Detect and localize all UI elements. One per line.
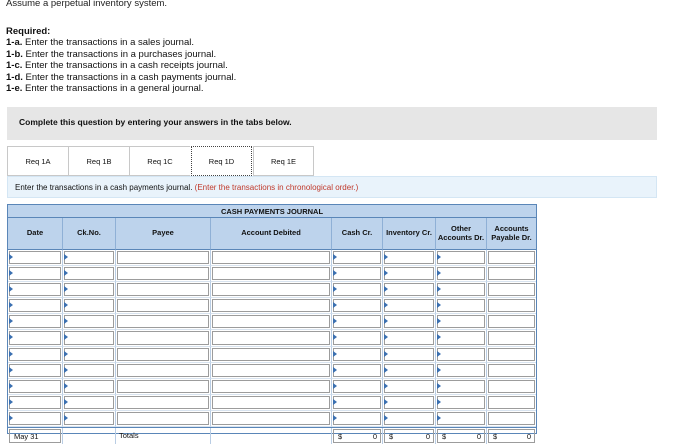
table-cell: [8, 395, 63, 411]
cash-cr-input[interactable]: [333, 348, 381, 361]
accounts-payable-dr-input[interactable]: [488, 331, 535, 344]
row-marker-icon: [333, 415, 337, 421]
table-cell: [63, 298, 116, 314]
table-cell: [487, 395, 536, 411]
required-item: [6, 72, 236, 83]
payee-input[interactable]: [117, 348, 209, 361]
required-section: [6, 26, 236, 94]
table-cell: [383, 363, 436, 379]
account-debited-input[interactable]: [212, 380, 330, 393]
date-input[interactable]: [9, 283, 61, 296]
tab-req-1c[interactable]: Req 1C: [129, 146, 190, 176]
row-marker-icon: [64, 334, 68, 340]
row-marker-icon: [437, 415, 441, 421]
inventory-cr-input[interactable]: [384, 299, 434, 312]
column-header-date: Date: [8, 218, 63, 250]
table-cell: [63, 379, 116, 395]
row-marker-icon: [9, 351, 13, 357]
column-header-ck-no: Ck.No.: [63, 218, 116, 250]
required-item-code: 1-d.: [6, 71, 23, 83]
table-cell: [211, 298, 332, 314]
table-cell: [211, 347, 332, 363]
table-cell: [436, 330, 487, 346]
ck-no-input[interactable]: [64, 412, 114, 425]
inventory-cr-input[interactable]: [384, 412, 434, 425]
table-cell: [487, 250, 536, 266]
required-item-code: 1-c.: [6, 60, 23, 72]
totals-other-accounts-dr-value: 0: [476, 432, 481, 442]
cash-cr-input[interactable]: [333, 283, 381, 296]
table-cell: [116, 411, 211, 427]
row-marker-icon: [384, 270, 388, 276]
row-marker-icon: [64, 351, 68, 357]
table-cell: [63, 266, 116, 282]
accounts-payable-dr-input[interactable]: [488, 412, 535, 425]
row-marker-icon: [437, 399, 441, 405]
cash-cr-input[interactable]: [333, 364, 381, 377]
totals-ckno-cell: [63, 428, 116, 444]
row-marker-icon: [333, 254, 337, 260]
payee-input[interactable]: [117, 412, 209, 425]
totals-accounts-payable-dr-cell: [487, 428, 536, 444]
journal-title: CASH PAYMENTS JOURNAL: [8, 205, 536, 218]
row-marker-icon: [9, 270, 13, 276]
table-cell: [116, 379, 211, 395]
table-cell: [487, 266, 536, 282]
row-marker-icon: [9, 254, 13, 260]
table-cell: [8, 347, 63, 363]
row-marker-icon: [437, 254, 441, 260]
required-item: [6, 49, 236, 60]
row-marker-icon: [9, 334, 13, 340]
cash-cr-input[interactable]: [333, 315, 381, 328]
accounts-payable-dr-input[interactable]: [488, 380, 535, 393]
instruction-text: Enter the transactions in a cash payments journal.: [15, 183, 193, 192]
row-marker-icon: [333, 367, 337, 373]
table-cell: [332, 266, 383, 282]
table-cell: [332, 379, 383, 395]
table-cell: [383, 395, 436, 411]
table-cell: [487, 282, 536, 298]
payee-input[interactable]: [117, 267, 209, 280]
date-input[interactable]: [9, 412, 61, 425]
currency-symbol: $: [389, 432, 394, 442]
table-cell: [436, 363, 487, 379]
column-header-accounts-payable-dr: Accounts Payable Dr.: [487, 218, 536, 250]
table-cell: [116, 250, 211, 266]
table-cell: [332, 411, 383, 427]
date-input[interactable]: [9, 299, 61, 312]
cash-cr-input[interactable]: [333, 396, 381, 409]
other-accounts-dr-input[interactable]: [437, 331, 485, 344]
inventory-cr-input[interactable]: [384, 331, 434, 344]
table-cell: [211, 411, 332, 427]
row-marker-icon: [9, 383, 13, 389]
tab-req-1d[interactable]: Req 1D: [191, 146, 252, 176]
table-cell: [436, 314, 487, 330]
tab-req-1e[interactable]: Req 1E: [253, 146, 314, 176]
table-cell: [116, 314, 211, 330]
table-cell: [487, 330, 536, 346]
account-debited-input[interactable]: [212, 267, 330, 280]
tab-bar: [7, 146, 314, 176]
tab-req-1a[interactable]: Req 1A: [7, 146, 68, 176]
accounts-payable-dr-input[interactable]: [488, 283, 535, 296]
totals-label: Totals: [119, 431, 139, 441]
ck-no-input[interactable]: [64, 299, 114, 312]
row-marker-icon: [64, 399, 68, 405]
currency-symbol: $: [442, 432, 447, 442]
totals-inventory-cr-field: [384, 429, 434, 443]
table-cell: [63, 347, 116, 363]
cash-cr-input[interactable]: [333, 299, 381, 312]
table-cell: [8, 298, 63, 314]
row-marker-icon: [384, 399, 388, 405]
totals-cash-cr-field: [333, 429, 381, 443]
table-cell: [63, 250, 116, 266]
other-accounts-dr-input[interactable]: [437, 412, 485, 425]
table-cell: [8, 411, 63, 427]
table-cell: [436, 395, 487, 411]
table-cell: [116, 395, 211, 411]
totals-date-cell: [8, 428, 63, 444]
row-marker-icon: [64, 415, 68, 421]
row-marker-icon: [384, 383, 388, 389]
row-marker-icon: [384, 334, 388, 340]
table-cell: [487, 379, 536, 395]
row-marker-icon: [333, 318, 337, 324]
table-cell: [116, 347, 211, 363]
table-cell: [436, 347, 487, 363]
totals-other-accounts-dr-field: [437, 429, 485, 443]
totals-accounts-payable-dr-value: 0: [526, 432, 531, 442]
row-marker-icon: [64, 270, 68, 276]
row-marker-icon: [437, 286, 441, 292]
table-cell: [8, 250, 63, 266]
row-marker-icon: [333, 286, 337, 292]
other-accounts-dr-input[interactable]: [437, 364, 485, 377]
row-marker-icon: [333, 270, 337, 276]
payee-input[interactable]: [117, 396, 209, 409]
accounts-payable-dr-input[interactable]: [488, 364, 535, 377]
row-marker-icon: [384, 302, 388, 308]
table-cell: [383, 266, 436, 282]
ck-no-input[interactable]: [64, 364, 114, 377]
payee-input[interactable]: [117, 251, 209, 264]
row-marker-icon: [384, 367, 388, 373]
table-cell: [332, 347, 383, 363]
date-input[interactable]: [9, 348, 61, 361]
table-cell: [487, 411, 536, 427]
table-cell: [63, 395, 116, 411]
table-cell: [8, 379, 63, 395]
row-marker-icon: [333, 383, 337, 389]
table-cell: [8, 330, 63, 346]
required-item-text: Enter the transactions in a sales journal.: [22, 37, 194, 49]
column-header-inventory-cr: Inventory Cr.: [383, 218, 436, 250]
table-cell: [116, 282, 211, 298]
payee-input[interactable]: [117, 380, 209, 393]
table-cell: [211, 395, 332, 411]
accounts-payable-dr-input[interactable]: [488, 396, 535, 409]
column-header-account-debited: Account Debited: [211, 218, 332, 250]
row-marker-icon: [437, 270, 441, 276]
inventory-cr-input[interactable]: [384, 380, 434, 393]
table-cell: [436, 250, 487, 266]
row-marker-icon: [437, 383, 441, 389]
table-cell: [211, 330, 332, 346]
ck-no-input[interactable]: [64, 380, 114, 393]
inventory-cr-input[interactable]: [384, 251, 434, 264]
table-cell: [487, 298, 536, 314]
totals-inventory-cr-value: 0: [425, 432, 430, 442]
table-cell: [116, 363, 211, 379]
journal-grid: [8, 218, 536, 427]
table-cell: [487, 363, 536, 379]
table-cell: [383, 314, 436, 330]
cash-cr-input[interactable]: [333, 412, 381, 425]
table-cell: [436, 266, 487, 282]
table-cell: [63, 363, 116, 379]
row-marker-icon: [384, 318, 388, 324]
account-debited-input[interactable]: [212, 348, 330, 361]
required-item-code: 1-b.: [6, 48, 23, 60]
accounts-payable-dr-input[interactable]: [488, 315, 535, 328]
cash-cr-input[interactable]: [333, 251, 381, 264]
other-accounts-dr-input[interactable]: [437, 283, 485, 296]
required-item-code: 1-e.: [6, 83, 23, 95]
table-cell: [63, 282, 116, 298]
payee-input[interactable]: [117, 331, 209, 344]
table-cell: [383, 347, 436, 363]
column-header-other-accounts-dr: Other Accounts Dr.: [436, 218, 487, 250]
row-marker-icon: [333, 399, 337, 405]
row-marker-icon: [64, 286, 68, 292]
totals-date-field: [9, 429, 61, 443]
row-marker-icon: [9, 367, 13, 373]
table-cell: [332, 282, 383, 298]
table-cell: [332, 314, 383, 330]
question-banner: Complete this question by entering your answers in the tabs below.: [7, 107, 657, 140]
row-marker-icon: [437, 334, 441, 340]
tab-req-1b[interactable]: Req 1B: [68, 146, 129, 176]
table-cell: [116, 298, 211, 314]
table-cell: [211, 250, 332, 266]
ck-no-input[interactable]: [64, 267, 114, 280]
required-item-text: Enter the transactions in a purchases journal.: [22, 48, 217, 60]
accounts-payable-dr-input[interactable]: [488, 267, 535, 280]
table-cell: [116, 330, 211, 346]
row-marker-icon: [64, 367, 68, 373]
row-marker-icon: [333, 334, 337, 340]
cash-payments-journal: [7, 204, 537, 442]
inventory-cr-input[interactable]: [384, 267, 434, 280]
other-accounts-dr-input[interactable]: [437, 251, 485, 264]
required-item-code: 1-a.: [6, 37, 23, 49]
row-marker-icon: [384, 415, 388, 421]
other-accounts-dr-input[interactable]: [437, 380, 485, 393]
table-cell: [436, 411, 487, 427]
table-cell: [332, 395, 383, 411]
payee-input[interactable]: [117, 299, 209, 312]
inventory-cr-input[interactable]: [384, 283, 434, 296]
table-cell: [383, 411, 436, 427]
table-cell: [116, 266, 211, 282]
required-heading: Required:: [6, 26, 51, 37]
table-cell: [487, 314, 536, 330]
inventory-cr-input[interactable]: [384, 348, 434, 361]
cash-cr-input[interactable]: [333, 331, 381, 344]
table-cell: [211, 363, 332, 379]
column-header-payee: Payee: [116, 218, 211, 250]
currency-symbol: $: [493, 432, 498, 442]
table-cell: [8, 266, 63, 282]
date-input[interactable]: [9, 364, 61, 377]
table-cell: [436, 298, 487, 314]
row-marker-icon: [9, 302, 13, 308]
table-cell: [332, 330, 383, 346]
totals-cash-cr-cell: [332, 428, 383, 444]
row-marker-icon: [64, 254, 68, 260]
account-debited-input[interactable]: [212, 396, 330, 409]
account-debited-input[interactable]: [212, 251, 330, 264]
table-cell: [383, 330, 436, 346]
other-accounts-dr-input[interactable]: [437, 299, 485, 312]
date-input[interactable]: [9, 315, 61, 328]
account-debited-input[interactable]: [212, 299, 330, 312]
row-marker-icon: [384, 254, 388, 260]
instruction-bar: [7, 176, 657, 198]
table-cell: [383, 298, 436, 314]
intro-text: Assume a perpetual inventory system.: [6, 0, 168, 9]
table-cell: [487, 347, 536, 363]
inventory-cr-input[interactable]: [384, 315, 434, 328]
row-marker-icon: [9, 415, 13, 421]
other-accounts-dr-input[interactable]: [437, 396, 485, 409]
table-cell: [383, 250, 436, 266]
table-cell: [436, 379, 487, 395]
table-cell: [383, 379, 436, 395]
cash-cr-input[interactable]: [333, 380, 381, 393]
account-debited-input[interactable]: [212, 364, 330, 377]
required-item: [6, 37, 236, 48]
table-cell: [8, 314, 63, 330]
table-cell: [211, 282, 332, 298]
table-cell: [211, 379, 332, 395]
row-marker-icon: [9, 399, 13, 405]
ck-no-input[interactable]: [64, 331, 114, 344]
totals-date: May 31: [14, 432, 39, 442]
payee-input[interactable]: [117, 283, 209, 296]
required-item-text: Enter the transactions in a cash payments journal.: [22, 71, 237, 83]
accounts-payable-dr-input[interactable]: [488, 348, 535, 361]
table-cell: [332, 250, 383, 266]
table-cell: [8, 363, 63, 379]
cash-cr-input[interactable]: [333, 267, 381, 280]
table-cell: [63, 314, 116, 330]
ck-no-input[interactable]: [64, 348, 114, 361]
column-header-cash-cr: Cash Cr.: [332, 218, 383, 250]
row-marker-icon: [384, 286, 388, 292]
required-item-text: Enter the transactions in a cash receipts journal.: [22, 60, 228, 72]
totals-inventory-cr-cell: [383, 428, 436, 444]
table-cell: [332, 298, 383, 314]
table-cell: [211, 314, 332, 330]
accounts-payable-dr-input[interactable]: [488, 299, 535, 312]
row-marker-icon: [384, 351, 388, 357]
accounts-payable-dr-input[interactable]: [488, 251, 535, 264]
other-accounts-dr-input[interactable]: [437, 267, 485, 280]
date-input[interactable]: [9, 331, 61, 344]
row-marker-icon: [9, 286, 13, 292]
other-accounts-dr-input[interactable]: [437, 315, 485, 328]
row-marker-icon: [9, 318, 13, 324]
row-marker-icon: [437, 302, 441, 308]
table-cell: [63, 411, 116, 427]
row-marker-icon: [437, 351, 441, 357]
totals-account-cell: [211, 428, 332, 444]
totals-cash-cr-value: 0: [372, 432, 377, 442]
required-item-text: Enter the transactions in a general journal.: [22, 83, 204, 95]
required-item: [6, 83, 236, 94]
totals-label-cell: [116, 428, 211, 444]
totals-accounts-payable-dr-field: [488, 429, 535, 443]
row-marker-icon: [64, 383, 68, 389]
row-marker-icon: [64, 318, 68, 324]
date-input[interactable]: [9, 251, 61, 264]
inventory-cr-input[interactable]: [384, 364, 434, 377]
totals-other-accounts-dr-cell: [436, 428, 487, 444]
currency-symbol: $: [338, 432, 343, 442]
row-marker-icon: [437, 367, 441, 373]
other-accounts-dr-input[interactable]: [437, 348, 485, 361]
account-debited-input[interactable]: [212, 331, 330, 344]
instruction-note: (Enter the transactions in chronological order.): [194, 183, 359, 192]
account-debited-input[interactable]: [212, 412, 330, 425]
table-cell: [383, 282, 436, 298]
totals-row: [8, 427, 536, 444]
payee-input[interactable]: [117, 315, 209, 328]
row-marker-icon: [333, 302, 337, 308]
table-cell: [211, 266, 332, 282]
table-cell: [436, 282, 487, 298]
ck-no-input[interactable]: [64, 396, 114, 409]
date-input[interactable]: [9, 380, 61, 393]
table-cell: [332, 363, 383, 379]
row-marker-icon: [64, 302, 68, 308]
ck-no-input[interactable]: [64, 315, 114, 328]
account-debited-input[interactable]: [212, 283, 330, 296]
payee-input[interactable]: [117, 364, 209, 377]
table-cell: [8, 282, 63, 298]
ck-no-input[interactable]: [64, 251, 114, 264]
inventory-cr-input[interactable]: [384, 396, 434, 409]
required-item: [6, 60, 236, 71]
date-input[interactable]: [9, 396, 61, 409]
date-input[interactable]: [9, 267, 61, 280]
ck-no-input[interactable]: [64, 283, 114, 296]
row-marker-icon: [333, 351, 337, 357]
account-debited-input[interactable]: [212, 315, 330, 328]
table-cell: [63, 330, 116, 346]
row-marker-icon: [437, 318, 441, 324]
